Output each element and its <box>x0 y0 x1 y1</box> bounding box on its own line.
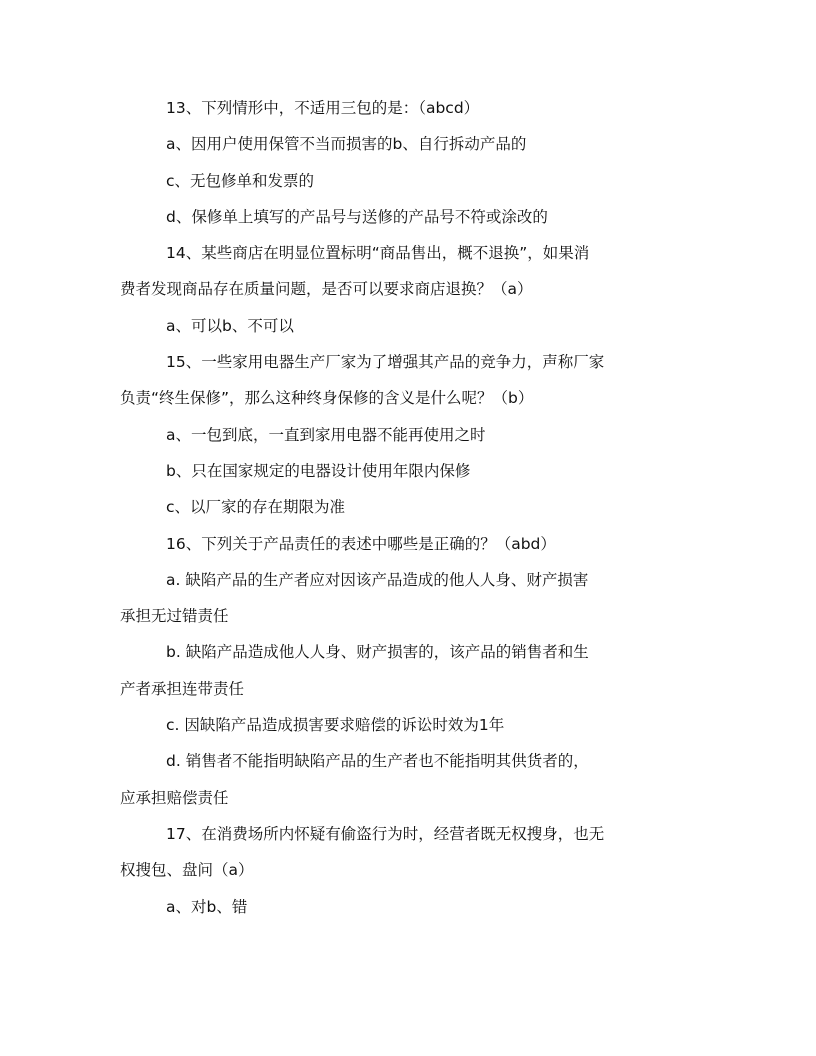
document-body <box>120 90 700 925</box>
question-15-option-b: b、只在国家规定的电器设计使用年限内保修 <box>166 461 471 480</box>
question-16-option-a-line-1: a. 缺陷产品的生产者应对因该产品造成的他人人身、财产损害 <box>166 570 589 589</box>
question-13-option-ab: a、因用户使用保管不当而损害的b、自行拆动产品的 <box>166 135 527 154</box>
question-16-option-c: c. 因缺陷产品造成损害要求赔偿的诉讼时效为1年 <box>166 716 505 735</box>
question-14-text-line-1: 14、某些商店在明显位置标明“商品售出，概不退换”，如果消 <box>166 244 590 263</box>
question-15-option-a: a、一包到底，一直到家用电器不能再使用之时 <box>166 425 486 444</box>
question-14-options: a、可以b、不可以 <box>166 316 294 335</box>
question-16-option-d-line-2: 应承担赔偿责任 <box>120 788 229 807</box>
question-13-option-d: d、保修单上填写的产品号与送修的产品号不符或涂改的 <box>166 207 548 226</box>
question-15-text-line-2: 负责“终生保修”，那么这种终身保修的含义是什么呢？（b） <box>120 389 534 408</box>
question-15-option-c: c、以厂家的存在期限为准 <box>166 498 346 517</box>
question-15-text-line-1: 15、一些家用电器生产厂家为了增强其产品的竞争力，声称厂家 <box>166 353 605 372</box>
question-16-option-a-line-2: 承担无过错责任 <box>120 607 229 626</box>
question-17-options: a、对b、错 <box>166 897 248 916</box>
question-17-text-line-2: 权搜包、盘问（a） <box>120 861 254 880</box>
question-16-option-b-line-2: 产者承担连带责任 <box>120 679 245 698</box>
question-13-text: 13、下列情形中，不适用三包的是：（abcd） <box>166 99 480 117</box>
question-16-text: 16、下列关于产品责任的表述中哪些是正确的？（abd） <box>166 534 556 553</box>
question-16-option-d-line-1: d. 销售者不能指明缺陷产品的生产者也不能指明其供货者的， <box>166 752 589 771</box>
question-17-text-line-1: 17、在消费场所内怀疑有偷盗行为时，经营者既无权搜身，也无 <box>166 824 605 843</box>
question-13-option-c: c、无包修单和发票的 <box>166 171 315 190</box>
question-14-text-line-2: 费者发现商品存在质量问题，是否可以要求商店退换？（a） <box>120 280 533 299</box>
question-16-option-b-line-1: b. 缺陷产品造成他人人身、财产损害的，该产品的销售者和生 <box>166 643 589 662</box>
